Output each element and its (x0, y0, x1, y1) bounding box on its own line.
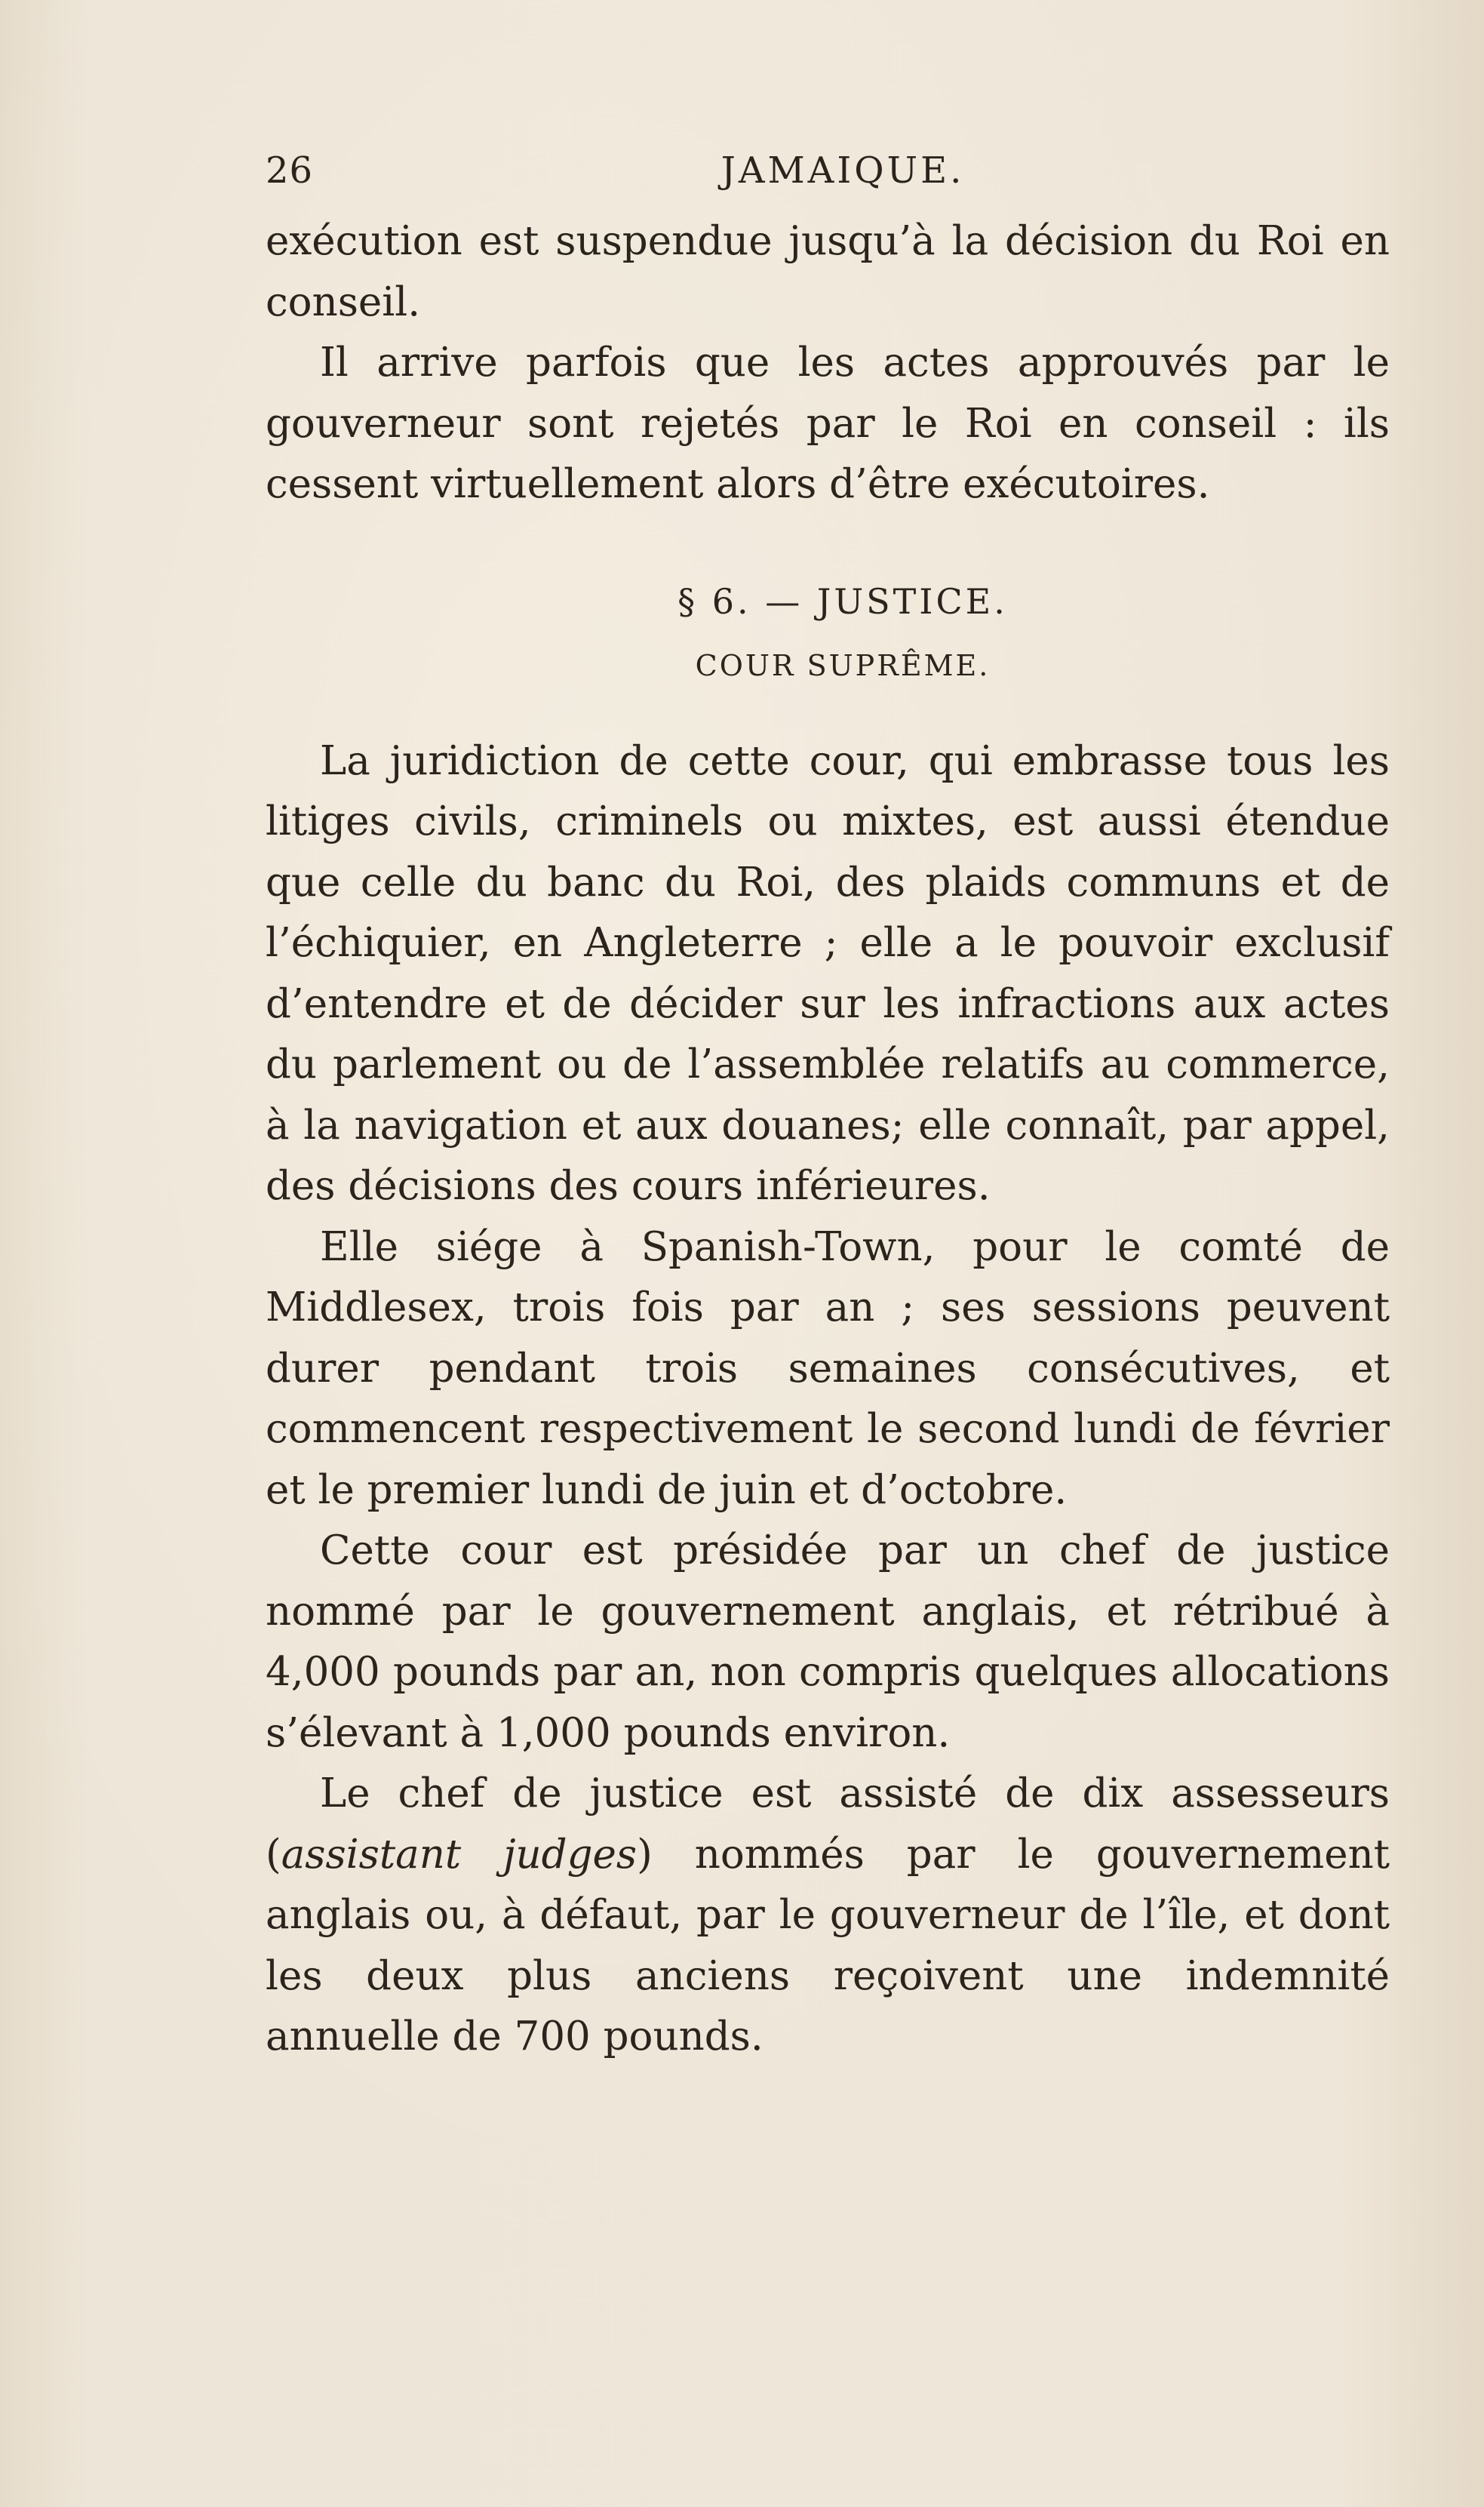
paragraph-continuation: exécution est suspendue jusqu’à la décision du Roi en conseil. (266, 218, 1390, 325)
paragraph (266, 1764, 1390, 2068)
page-number: 26 (266, 149, 314, 192)
section-heading: § 6. — JUSTICE. (677, 580, 1008, 622)
running-title: JAMAIQUE. (720, 149, 965, 192)
paragraph-text: ) nommés par le gouvernement anglais ou, à défaut, par le gouverneur de l’île, et dont les deux plus anciens reçoivent une indemnité annuelle de 700 pounds. (266, 1831, 1390, 2059)
paragraph: Il arrive parfois que les actes approuvés par le gouverneur sont rejetés par le Roi en conseil : ils cessent virtuellement alors d’être exécutoires. (266, 340, 1390, 507)
page-header (266, 149, 1390, 202)
paragraph: Cette cour est présidée par un chef de justice nommé par le gouvernement anglais, et rétribué à 4,000 pounds par an, non compris quelques allocations s’élevant à 1,000 pounds environ. (266, 1527, 1390, 1756)
body-text (266, 211, 1390, 2068)
italic-term: assistant judges (281, 1831, 638, 1878)
sub-heading: COUR SUPRÊME. (695, 648, 991, 682)
paragraph-text: Le chef de justice est assisté de dix assesseurs ( (266, 1770, 1390, 1878)
paragraph: Elle siége à Spanish-Town, pour le comté de Middlesex, trois fois par an ; ses sessions peuvent durer pendant trois semaines consécutives, et commencent respectivement le second lundi de février et le premier lundi de juin et d’octobre. (266, 1223, 1390, 1513)
paragraph: La juridiction de cette cour, qui embrasse tous les litiges civils, criminels ou mixtes, est aussi étendue que celle du banc du Roi, des plaids communs et de l’échiquier, en Angleterre ; elle a le pouvoir exclusif d’entendre et de décider sur les infractions aux actes du parlement ou de l’assemblée relatifs au commerce, à la navigation et aux douanes; elle connaît, par appel, des décisions des cours inférieures. (266, 737, 1390, 1209)
